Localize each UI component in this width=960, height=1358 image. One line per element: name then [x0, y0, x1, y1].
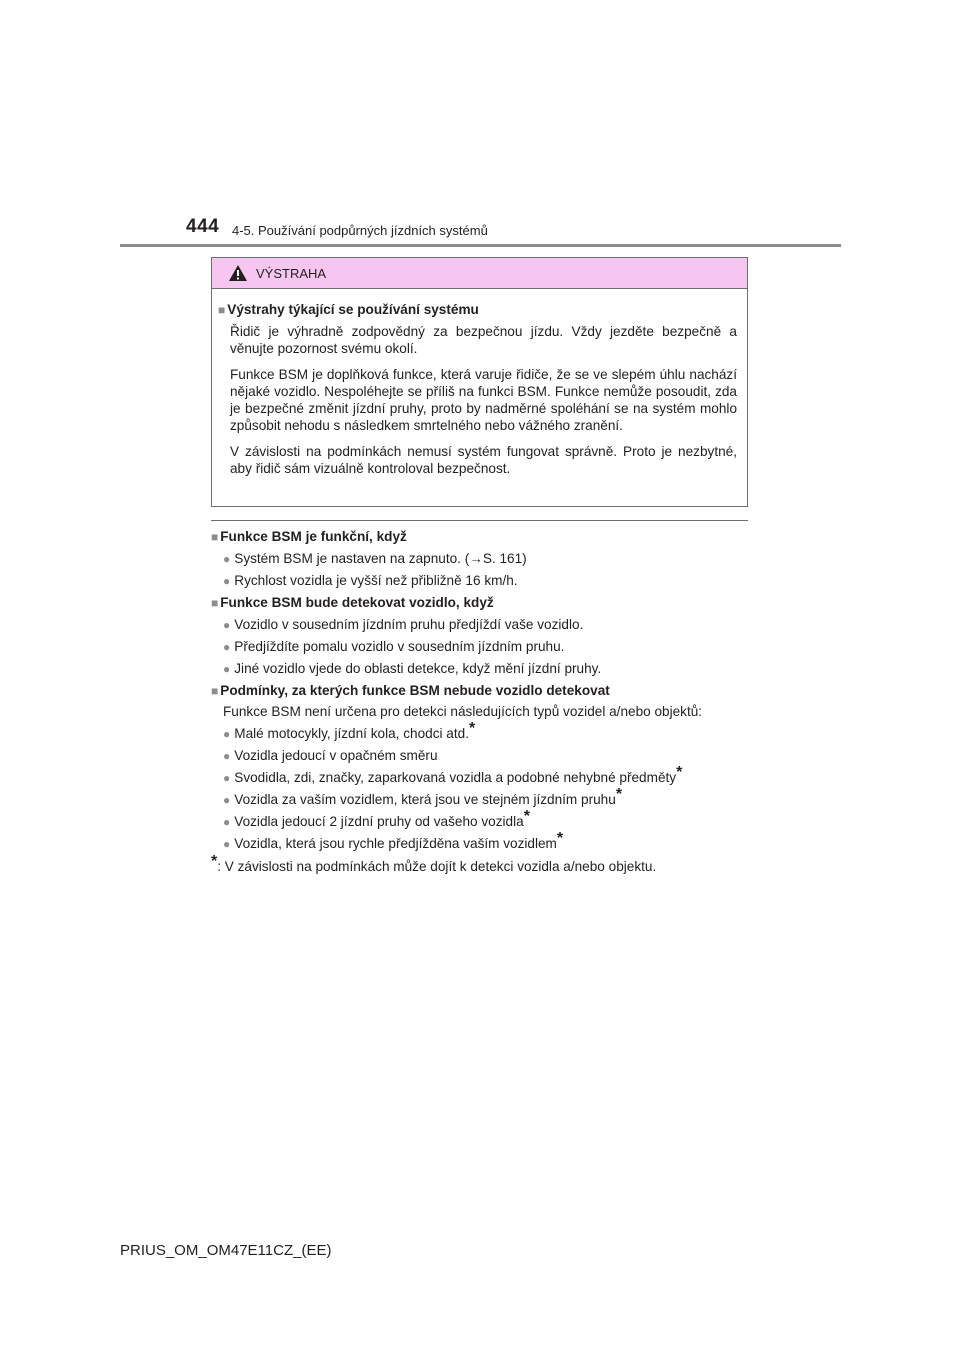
- section-intro: Funkce BSM není určena pro detekci následujících typů vozidel a/nebo objektů:: [223, 704, 703, 719]
- list-item: ● Systém BSM je nastaven na zapnuto. (→S. 161): [223, 551, 527, 566]
- section-heading: ■ Podmínky, za kterých funkce BSM nebude vozidlo detekovat: [211, 683, 610, 698]
- warning-paragraph: V závislosti na podmínkách nemusí systém fungovat správně. Proto je nezbytné, aby řidič sám vizuálně kontroloval bezpečnost.: [230, 444, 737, 476]
- circle-bullet-icon: ●: [223, 771, 231, 785]
- list-item: ● Předjíždíte pomalu vozidlo v sousedním jízdním pruhu.: [223, 639, 565, 654]
- list-item: ● Vozidla jedoucí v opačném směru: [223, 748, 438, 763]
- footnote-star: *: [523, 808, 530, 825]
- list-item: ● Svodidla, zdi, značky, zaparkovaná vozidla a podobné nehybné předměty*: [223, 764, 683, 785]
- page-number: 444: [186, 216, 220, 237]
- list-item: ● Rychlost vozidla je vyšší než přibližně 16 km/h.: [223, 573, 518, 588]
- list-item: ● Vozidla, která jsou rychle předjížděna vaším vozidlem*: [223, 830, 564, 851]
- circle-bullet-icon: ●: [223, 793, 231, 807]
- circle-bullet-icon: ●: [223, 574, 231, 588]
- warning-triangle-icon: [228, 264, 248, 282]
- list-item: ● Vozidla za vaším vozidlem, která jsou ve stejném jízdním pruhu*: [223, 786, 623, 807]
- circle-bullet-icon: ●: [223, 662, 231, 676]
- list-item: ● Jiné vozidlo vjede do oblasti detekce, když mění jízdní pruhy.: [223, 661, 602, 676]
- header-rule: [120, 244, 841, 247]
- footnote-star: *: [556, 830, 564, 847]
- circle-bullet-icon: ●: [223, 727, 231, 741]
- square-bullet-icon: ■: [211, 530, 219, 544]
- section-title: 4-5. Používání podpůrných jízdních systémů: [232, 223, 488, 238]
- warning-header: [212, 258, 747, 289]
- warning-heading: ■ Výstrahy týkající se používání systému: [218, 302, 479, 317]
- square-bullet-icon: ■: [211, 684, 219, 698]
- circle-bullet-icon: ●: [223, 815, 231, 829]
- warning-box: [211, 257, 748, 507]
- circle-bullet-icon: ●: [223, 749, 231, 763]
- footnote: *: V závislosti na podmínkách může dojít k detekci vozidla a/nebo objektu.: [211, 853, 657, 874]
- square-bullet-icon: ■: [211, 596, 219, 610]
- list-item: ● Vozidla jedoucí 2 jízdní pruhy od vašeho vozidla*: [223, 808, 530, 829]
- document-footer: PRIUS_OM_OM47E11CZ_(EE): [120, 1242, 332, 1259]
- footnote-star: *: [676, 764, 683, 781]
- warning-label: VÝSTRAHA: [256, 265, 327, 281]
- section-heading: ■ Funkce BSM je funkční, když: [211, 529, 407, 544]
- circle-bullet-icon: ●: [223, 837, 231, 851]
- section-heading: ■ Funkce BSM bude detekovat vozidlo, když: [211, 595, 494, 610]
- circle-bullet-icon: ●: [223, 618, 231, 632]
- list-item: ● Vozidlo v sousedním jízdním pruhu předjíždí vaše vozidlo.: [223, 617, 584, 632]
- warning-paragraph: Funkce BSM je doplňková funkce, která varuje řidiče, že se ve slepém úhlu nachází nějaké vozidlo. Nespoléhejte se příliš na funkci BSM. Funkce nemůže posoudit, zda je bezpečné změnit jízdní pruhy, proto by nadměrné spoléhání se na systém mohlo způsobit nehodu s následkem smrtelného nebo vážného zranění.: [230, 367, 737, 433]
- footnote-star: *: [615, 786, 623, 803]
- list-item: ● Malé motocykly, jízdní kola, chodci atd.*: [223, 720, 476, 741]
- footnote-star: *: [211, 853, 218, 870]
- square-bullet-icon: ■: [218, 303, 226, 317]
- circle-bullet-icon: ●: [223, 640, 231, 654]
- section-divider: [211, 520, 748, 521]
- warning-body: [212, 289, 747, 477]
- circle-bullet-icon: ●: [223, 552, 231, 566]
- footnote-star: *: [468, 720, 476, 737]
- warning-paragraph: Řidič je výhradně zodpovědný za bezpečnou jízdu. Vždy jezděte bezpečně a věnujte pozornost svému okolí.: [230, 324, 737, 356]
- main-content: [211, 528, 748, 876]
